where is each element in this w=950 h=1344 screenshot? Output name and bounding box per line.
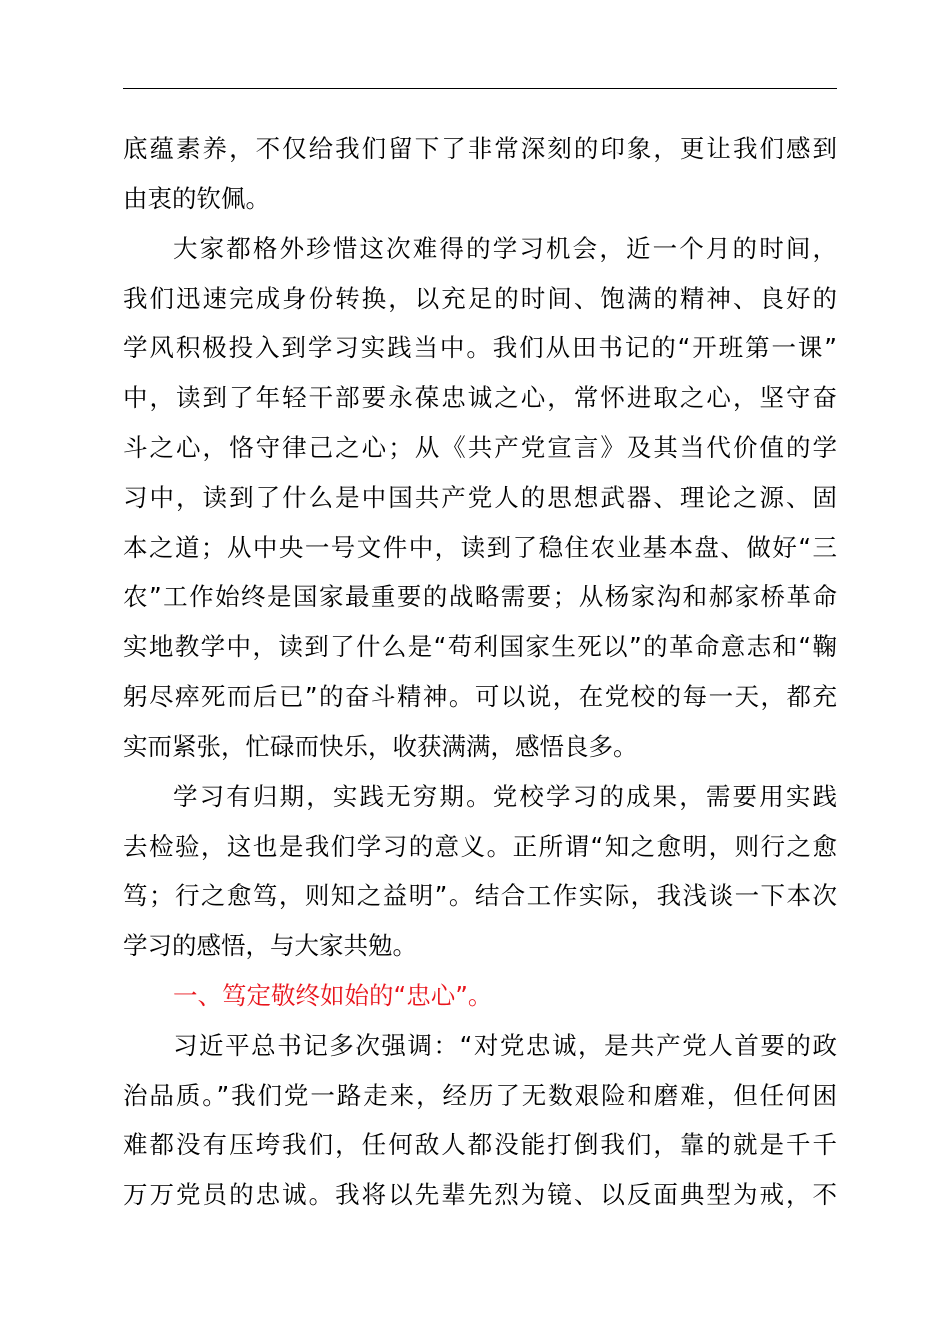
section-heading: 一、笃定敬终如始的“忠心”。 — [173, 981, 493, 1010]
paragraph-start-line: 学习有归期，实践无穷期。党校学习的成果，需要用实践 — [173, 782, 837, 811]
header-rule — [123, 88, 837, 89]
text-line: 学风积极投入到学习实践当中。我们从田书记的“开班第一课” — [123, 333, 837, 362]
text-line: 我们迅速完成身份转换，以充足的时间、饱满的精神、良好的 — [123, 284, 837, 313]
text-line: 实地教学中，读到了什么是“苟利国家生死以”的革命意志和“鞠 — [123, 632, 837, 661]
text-line: 底蕴素养，不仅给我们留下了非常深刻的印象，更让我们感到 — [123, 134, 837, 163]
text-line: 去检验，这也是我们学习的意义。正所谓“知之愈明，则行之愈 — [123, 832, 837, 861]
paragraph-start-line: 习近平总书记多次强调：“对党忠诚，是共产党人首要的政 — [173, 1031, 837, 1060]
paragraph-start-line: 大家都格外珍惜这次难得的学习机会，近一个月的时间， — [173, 234, 837, 263]
text-line: 习中，读到了什么是中国共产党人的思想武器、理论之源、固 — [123, 483, 837, 512]
text-line: 农”工作始终是国家最重要的战略需要；从杨家沟和郝家桥革命 — [123, 582, 837, 611]
text-line: 斗之心，恪守律己之心；从《共产党宣言》及其当代价值的学 — [123, 433, 837, 462]
text-line: 万万党员的忠诚。我将以先辈先烈为镜、以反面典型为戒，不 — [123, 1180, 837, 1209]
text-line: 笃；行之愈笃，则知之益明”。结合工作实际，我浅谈一下本次 — [123, 881, 837, 910]
text-line: 治品质。”我们党一路走来，经历了无数艰险和磨难，但任何困 — [123, 1081, 837, 1110]
text-line: 本之道；从中央一号文件中，读到了稳住农业基本盘、做好“三 — [123, 533, 837, 562]
text-line: 由衷的钦佩。 — [123, 184, 270, 213]
text-line: 中，读到了年轻干部要永葆忠诚之心，常怀进取之心，坚守奋 — [123, 383, 837, 412]
text-line: 躬尽瘁死而后已”的奋斗精神。可以说，在党校的每一天，都充 — [123, 682, 837, 711]
text-line: 难都没有压垮我们，任何敌人都没能打倒我们，靠的就是千千 — [123, 1130, 837, 1159]
text-line: 实而紧张，忙碌而快乐，收获满满，感悟良多。 — [123, 732, 638, 761]
text-line: 学习的感悟，与大家共勉。 — [123, 931, 417, 960]
